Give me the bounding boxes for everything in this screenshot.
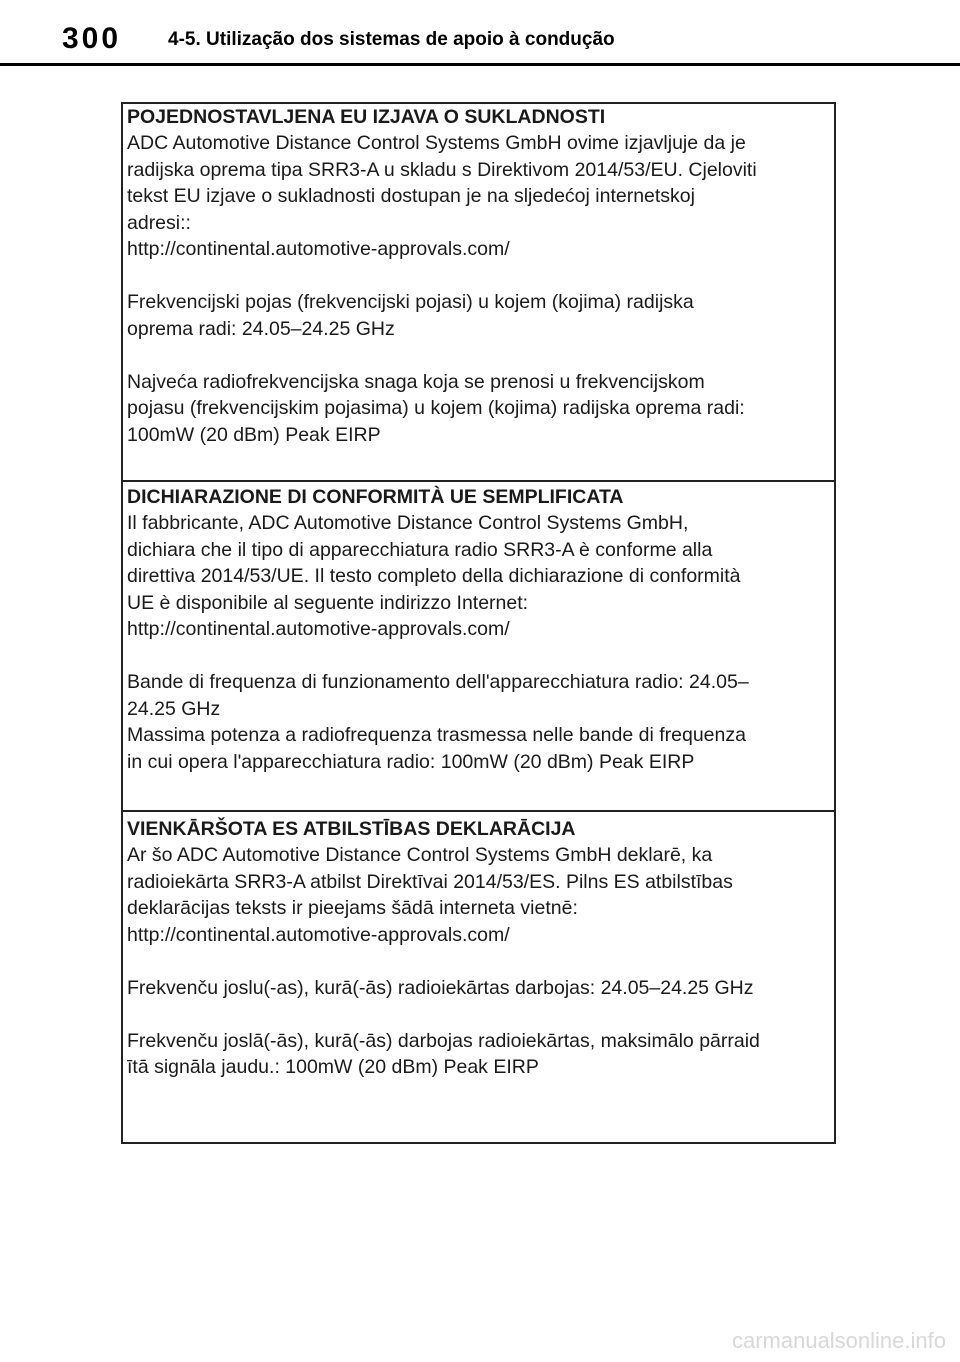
declaration-croatian (123, 104, 834, 448)
declaration-line: Massima potenza a radiofrequenza trasmessa nelle bande di frequenza (127, 724, 746, 746)
declaration-line: deklarācijas teksts ir pieejams šādā interneta vietnē: (127, 897, 578, 919)
declaration-line: oprema radi: 24.05–24.25 GHz (127, 317, 395, 340)
declaration-url: http://continental.automotive-approvals.com/ (127, 618, 510, 640)
declaration-title: VIENKĀRŠOTA ES ATBILSTĪBAS DEKLARĀCIJA (127, 818, 576, 840)
declaration-line: Najveća radiofrekvencijska snaga koja se prenosi u frekvencijskom (127, 370, 705, 393)
declaration-line: ADC Automotive Distance Control Systems GmbH ovime izjavljuje da je (127, 132, 746, 154)
declaration-line: Frekvencijski pojas (frekvencijski pojasi) u kojem (kojima) radijska (127, 291, 694, 313)
declaration-italian (123, 484, 834, 775)
declaration-title: POJEDNOSTAVLJENA EU IZJAVA O SUKLADNOSTI (127, 106, 606, 128)
declaration-line: in cui opera l'apparecchiatura radio: 100mW (20 dBm) Peak EIRP (127, 750, 695, 773)
declaration-latvian (123, 816, 834, 1081)
section-divider (123, 480, 834, 482)
section-divider (123, 810, 834, 812)
declaration-line: 100mW (20 dBm) Peak EIRP (127, 423, 381, 446)
declaration-line: ītā signāla jaudu.: 100mW (20 dBm) Peak EIRP (127, 1056, 539, 1078)
declaration-box (121, 102, 836, 1144)
page-header (0, 0, 960, 68)
declaration-url: http://continental.automotive-approvals.com/ (127, 238, 510, 260)
paragraph-gap (127, 948, 834, 975)
declaration-url: http://continental.automotive-approvals.com/ (127, 923, 510, 946)
page-number: 300 (62, 22, 122, 55)
declaration-line: Ar šo ADC Automotive Distance Control Systems GmbH deklarē, ka (127, 844, 713, 866)
declaration-line: radioiekārta SRR3-A atbilst Direktīvai 2014/53/ES. Pilns ES atbilstības (127, 870, 733, 893)
section-title: 4-5. Utilização dos sistemas de apoio à condução (168, 29, 615, 50)
declaration-line: radijska oprema tipa SRR3-A u skladu s Direktivom 2014/53/EU. Cjeloviti (127, 158, 757, 181)
declaration-line: direttiva 2014/53/UE. Il testo completo della dichiarazione di conformità (127, 565, 741, 587)
site-watermark: carmanualsonline.info (731, 1328, 946, 1353)
declaration-line: dichiara che il tipo di apparecchiatura radio SRR3-A è conforme alla (127, 538, 713, 561)
paragraph-gap (127, 643, 834, 670)
header-rule (0, 63, 960, 66)
declaration-line: 24.25 GHz (127, 697, 221, 720)
declaration-line: Frekvenču joslu(-as), kurā(-ās) radioiekārtas darbojas: 24.05–24.25 GHz (127, 976, 754, 999)
declaration-line: Frekvenču joslā(-ās), kurā(-ās) darbojas radioiekārtas, maksimālo pārraid (127, 1029, 760, 1052)
declaration-line: Il fabbricante, ADC Automotive Distance Control Systems GmbH, (127, 512, 689, 534)
declaration-line: adresi:: (127, 211, 191, 234)
paragraph-gap (127, 1001, 834, 1028)
declaration-line: tekst EU izjave o sukladnosti dostupan je na sljedećoj internetskoj (127, 185, 695, 207)
declaration-title: DICHIARAZIONE DI CONFORMITÀ UE SEMPLIFICATA (127, 486, 624, 508)
declaration-line: Bande di frequenza di funzionamento dell'apparecchiatura radio: 24.05– (127, 671, 749, 693)
paragraph-gap (127, 263, 834, 290)
declaration-line: pojasu (frekvencijskim pojasima) u kojem (kojima) radijska oprema radi: (127, 397, 745, 419)
paragraph-gap (127, 342, 834, 369)
declaration-line: UE è disponibile al seguente indirizzo Internet: (127, 591, 529, 614)
